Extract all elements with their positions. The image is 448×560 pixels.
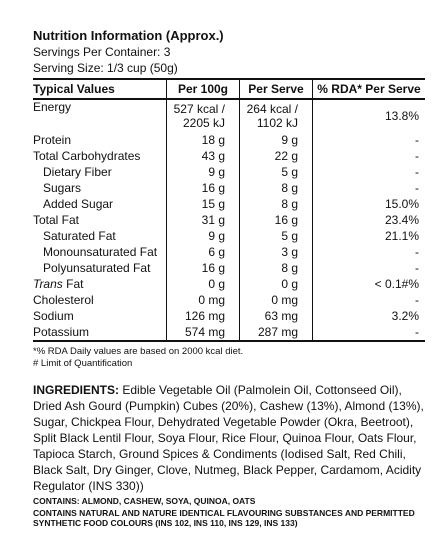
table-row [33,308,425,324]
per-serve-value: 5 g [240,164,313,180]
per-serve-value: 16 g [240,212,313,228]
nutrient-name: Sugars [43,181,82,195]
rda-value: - [313,292,426,308]
nutrient-name: Total Fat [33,213,80,227]
rda-value: 23.4% [313,212,426,228]
per-serve-value: 8 g [240,260,313,276]
column-header: Typical Values [33,79,167,99]
rda-value: - [313,260,426,276]
rda-value: - [313,324,426,341]
per-serve-value: 264 kcal / 1102 kJ [240,99,313,132]
table-row [33,260,425,276]
rda-value: 3.2% [313,308,426,324]
nutrient-name: Cholesterol [33,293,94,307]
per-serve-value: 8 g [240,180,313,196]
nutrient-name: Added Sugar [43,197,114,211]
table-row [33,292,425,308]
rda-value: - [313,164,426,180]
per-serve-value: 0 mg [240,292,313,308]
nutrient-name: Saturated Fat [43,229,116,243]
rda-value: < 0.1#% [313,276,426,292]
table-row [33,196,425,212]
ingredients-paragraph [33,382,425,494]
flavouring-statement: CONTAINS NATURAL AND NATURE IDENTICAL FLAVOURING SUBSTANCES AND PERMITTED SYNTHETIC FOOD COLOURS (INS 102, INS 110, INS 129, INS 133) [33,508,415,528]
per-serve-value: 3 g [240,244,313,260]
table-row [33,276,425,292]
table-header-row [33,79,425,99]
per-100g-value: 0 g [167,276,240,292]
rda-value: - [313,132,426,148]
table-row [33,180,425,196]
per-100g-value: 6 g [167,244,240,260]
nutrient-name: Sodium [33,309,74,323]
ingredients-heading: INGREDIENTS: [33,383,120,397]
nutrient-name: Polyunsaturated Fat [43,261,151,275]
serving-size: Serving Size: 1/3 cup (50g) [33,61,178,75]
table-row [33,164,425,180]
per-100g-value: 9 g [167,228,240,244]
per-serve-value: 63 mg [240,308,313,324]
per-serve-value: 8 g [240,196,313,212]
table-row [33,212,425,228]
table-row [33,324,425,341]
nutrient-name: Total Carbohydrates [33,149,141,163]
table-row [33,132,425,148]
footnotes [33,346,425,370]
per-serve-value: 5 g [240,228,313,244]
table-row [33,228,425,244]
per-100g-value: 43 g [167,148,240,164]
per-100g-value: 0 mg [167,292,240,308]
nutrient-name: Protein [33,133,72,147]
ingredients-text: Edible Vegetable Oil (Palmolein Oil, Cottonseed Oil), Dried Ash Gourd (Pumpkin) Cubes (20%), Cashew (13%), Almond (13%), Sugar, Chickpea Flour, Dehydrated Vegetable Powder (Okra, Beetroot), Split Black Lentil Flour, Soya Flour, Rice Flour, Quinoa Flour, Oats Flour, Tapioca Starch, Ground Spices & Condiments (Iodised Salt, Red Chili, Black Salt, Dry Ginger, Clove, Nutmeg, Black Pepper, Cardamom, Acidity Regulator (INS 330)) [33,383,424,493]
per-100g-value: 31 g [167,212,240,228]
per-100g-value: 126 mg [167,308,240,324]
table-row [33,148,425,164]
nutrient-name: Energy [33,100,72,114]
nutrient-name: Trans Fat [33,277,84,291]
rda-value: 13.8% [313,99,426,132]
per-serve-value: 287 mg [240,324,313,341]
rda-value: 15.0% [313,196,426,212]
rda-value: - [313,148,426,164]
allergen-statement: CONTAINS: ALMOND, CASHEW, SOYA, QUINOA, OATS [33,496,256,506]
footnote-rda: *% RDA Daily values are based on 2000 kcal diet. [33,346,244,357]
nutrient-name: Monounsaturated Fat [43,245,158,259]
per-100g-value: 527 kcal / 2205 kJ [167,99,240,132]
per-serve-value: 0 g [240,276,313,292]
footnote-loq: # Limit of Quantification [33,358,133,369]
per-serve-value: 22 g [240,148,313,164]
per-serve-value: 9 g [240,132,313,148]
nutrition-table [33,78,425,342]
column-header: Per 100g [167,79,240,99]
per-100g-value: 16 g [167,180,240,196]
servings-per-container: Servings Per Container: 3 [33,45,171,59]
rda-value: 21.1% [313,228,426,244]
column-header: Per Serve [240,79,313,99]
rda-value: - [313,180,426,196]
table-row [33,99,425,132]
nutrition-label [33,28,425,528]
per-100g-value: 16 g [167,260,240,276]
table-row [33,244,425,260]
per-100g-value: 18 g [167,132,240,148]
per-100g-value: 15 g [167,196,240,212]
nutrient-name: Dietary Fiber [43,165,112,179]
rda-value: - [313,244,426,260]
column-header: % RDA* Per Serve [313,79,426,99]
per-100g-value: 574 mg [167,324,240,341]
per-100g-value: 9 g [167,164,240,180]
nutrient-name: Potassium [33,325,90,339]
label-title: Nutrition Information (Approx.) [33,28,224,43]
